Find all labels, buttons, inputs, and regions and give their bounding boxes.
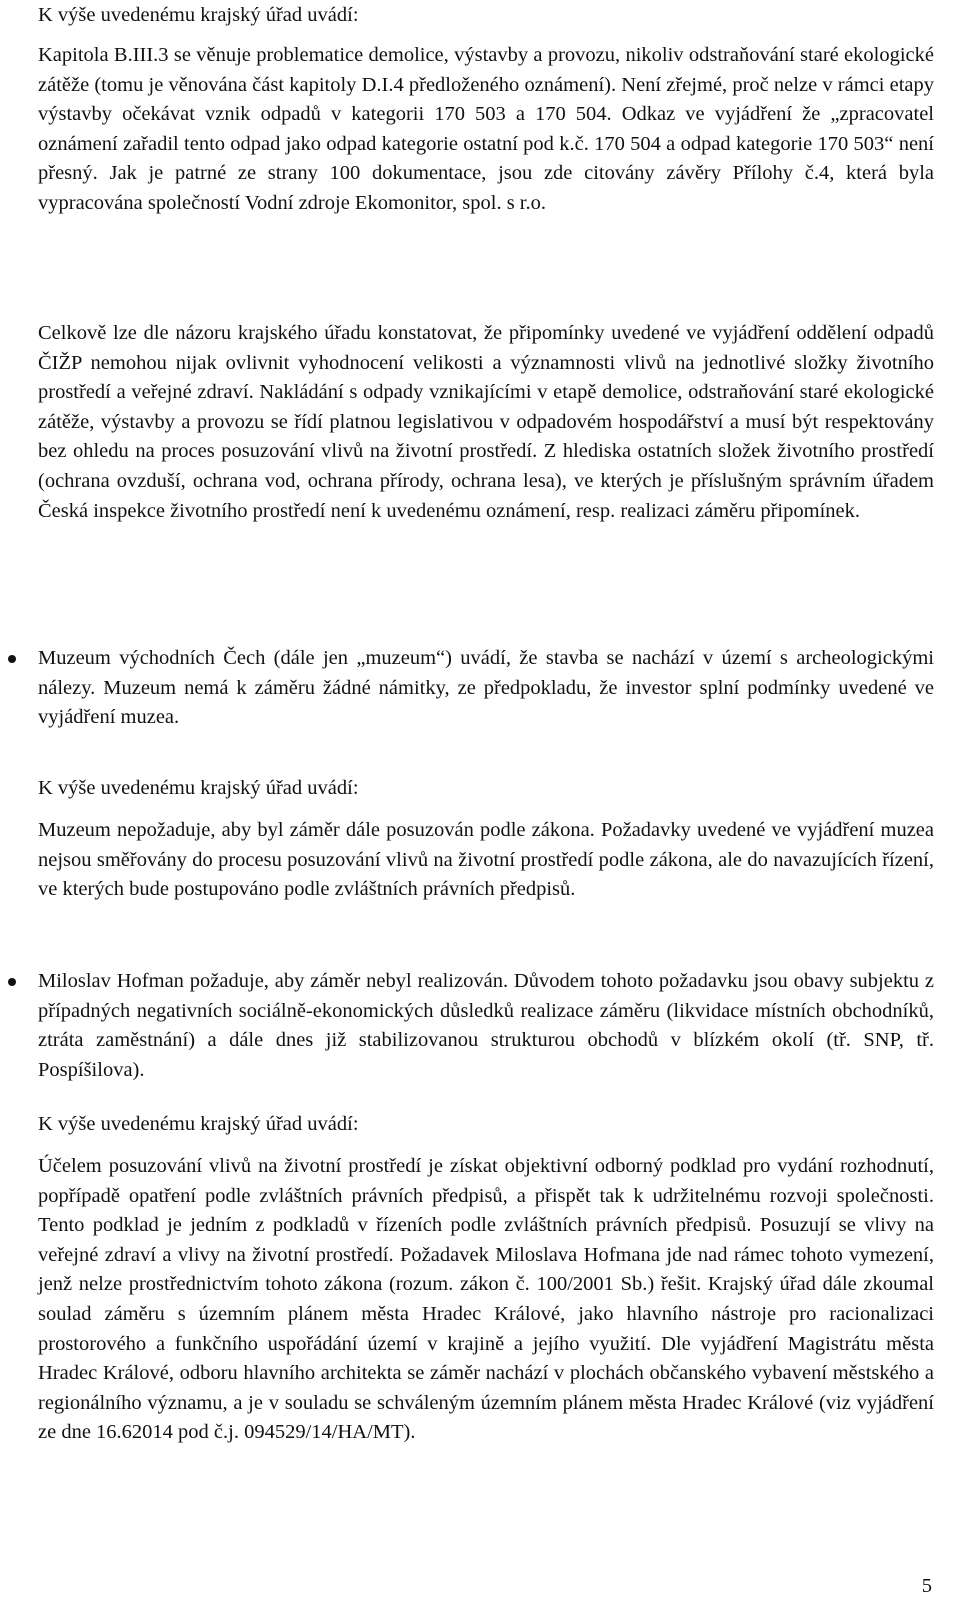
section-heading-1: K výše uvedenému krajský úřad uvádí: [38,4,359,26]
paragraph-text: Kapitola B.III.3 se věnuje problematice demolice, výstavby a provozu, nikoliv odstraňování staré ekologické zátěže (tomu je věnována část kapitoly D.I.4 předloženého oznámení). Není zřejmé, proč nelze v rámci etapy výstavby očekávat vznik odpadů v kategorii 170 503 a 170 504. Odkaz ve vyjádření že „zpracovatel oznámení zařadil tento odpad jako odpad kategorie ostatní pod k.č. 170 504 a odpad kategorie 170 503“ není přesný. Jak je patrné ze strany 100 dokumentace, jsou zde citovány závěry Přílohy č.4, která byla vypracována společností Vodní zdroje Ekomonitor, spol. s r.o. [38,44,934,214]
section-3-paragraph [38,1152,934,1448]
section-heading-3: K výše uvedenému krajský úřad uvádí: [38,1113,359,1135]
paragraph-text: Celkově lze dle názoru krajského úřadu konstatovat, že připomínky uvedené ve vyjádření oddělení odpadů ČIŽP nemohou nijak ovlivnit vyhodnocení velikosti a významnosti vlivů na jednotlivé složky životního prostředí a veřejné zdraví. Nakládání s odpady vznikajícími v etapě demolice, odstraňování staré ekologické zátěže, výstavby a provozu se řídí platnou legislativou v odpadovém hospodářství a musí být respektovány bez ohledu na proces posuzování vlivů na životní prostředí. Z hlediska ostatních složek životního prostředí (ochrana ovzduší, ochrana vod, ochrana přírody, ochrana lesa), ve kterých je příslušným správním úřadem Česká inspekce životního prostředí není k uvedenému oznámení, resp. realizaci záměru připomínek. [38,322,934,522]
page-number: 5 [921,1575,932,1597]
section-1-paragraph-2 [38,319,934,526]
section-1-paragraph-1 [38,41,934,219]
bullet-text: Muzeum východních Čech (dále jen „muzeum“) uvádí, že stavba se nachází v území s archeologickými nálezy. Muzeum nemá k záměru žádné námitky, ze předpokladu, že investor splní podmínky uvedené ve vyjádření muzea. [38,647,934,729]
bullet-text: Miloslav Hofman požaduje, aby záměr nebyl realizován. Důvodem tohoto požadavku jsou obavy subjektu z případných negativních sociálně-ekonomických důsledků realizace záměru (likvidace místních obchodníků, ztráta zaměstnání) a dále dnes již stabilizovanou strukturou obchodů v blízkém okolí (tř. SNP, tř. Pospíšilova). [38,970,934,1081]
paragraph-text: Účelem posuzování vlivů na životní prostředí je získat objektivní odborný podklad pro vydání rozhodnutí, popřípadě opatření podle zvláštních právních předpisů, a přispět tak k udržitelnému rozvoji společnosti. Tento podklad je jedním z podkladů v řízeních podle zvláštních právních předpisů. Posuzují se vlivy na veřejné zdraví a vlivy na životní prostředí. Požadavek Miloslava Hofmana jde nad rámec tohoto vymezení, jenž nelze prostřednictvím tohoto zákona (rozum. zákon č. 100/2001 Sb.) řešit. Krajský úřad dále zkoumal soulad záměru s územním plánem města Hradec Králové, jako hlavního nástroje pro racionalizaci prostorového a funkčního uspořádání území v krajině a jejího využití. Dle vyjádření Magistrátu města Hradec Králové, odboru hlavního architekta se záměr nachází v plochách občanského vybavení městského a regionálního významu, a je v souladu se schváleným územním plánem města Hradec Králové (viz vyjádření ze dne 16.62014 pod č.j. 094529/14/HA/MT). [38,1155,934,1444]
section-2-paragraph [38,816,934,905]
paragraph-text: Muzeum nepožaduje, aby byl záměr dále posuzován podle zákona. Požadavky uvedené ve vyjádření muzea nejsou směřovány do procesu posuzování vlivů na životní prostředí podle zákona, ale do navazujících řízení, ve kterých bude postupováno podle zvláštních právních předpisů. [38,819,934,901]
bullet-icon [8,655,16,663]
bullet-icon [8,978,16,986]
section-heading-2: K výše uvedenému krajský úřad uvádí: [38,777,359,799]
